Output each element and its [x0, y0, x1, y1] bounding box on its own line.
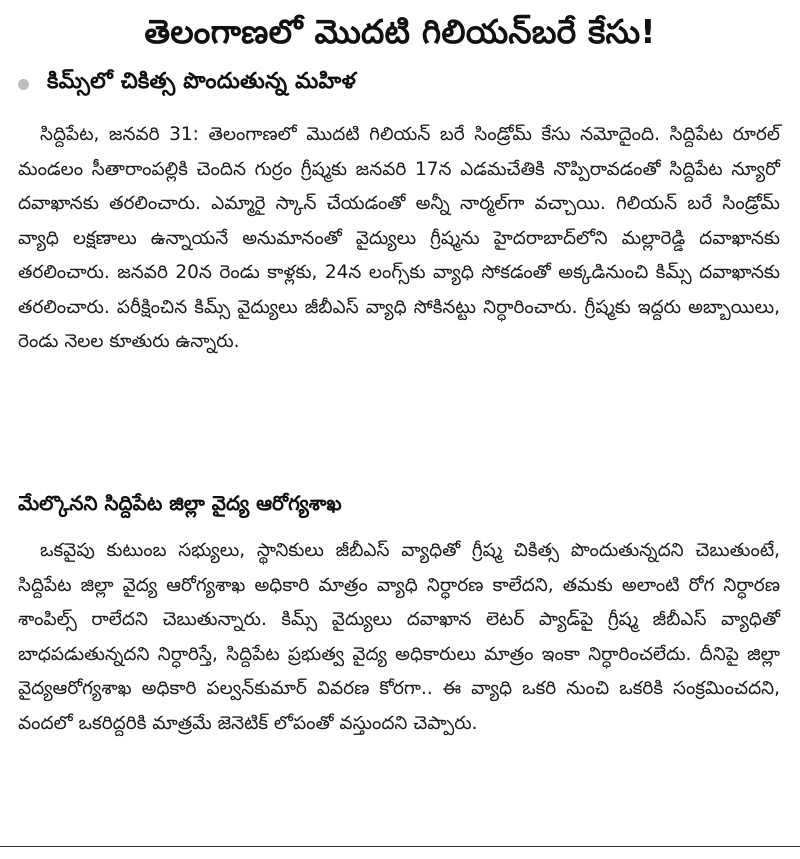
article-headline: తెలంగాణలో మొదటి గిలియన్‌బరే కేసు! [144, 12, 656, 51]
article-subheadline [18, 64, 356, 104]
section-heading: మేల్కొనని సిద్దిపేట జిల్లా వైద్య ఆరోగ్యశాఖ [18, 491, 342, 515]
clipped-previous-line [90, 0, 730, 6]
article-paragraph-1: సిద్దిపేట, జనవరి 31: తెలంగాణలో మొదటి గిలియన్ బరే సిండ్రోమ్ కేసు నమోదైంది. సిద్దిపేట రూరల్ మండలం సీతారాంపల్లికి చెందిన గుర్రం గ్రీష్మకు జనవరి 17న ఎడమచేతికి నొప్పిరావడంతో సిద్దిపేట న్యూరో దవాఖానకు తరలించారు. ఎమ్మారై స్కాన్ చేయడంతో అన్నీ నార్మల్‌గా వచ్చాయి. గిలియన్ బరే సిండ్రోమ్ వ్యాధి లక్షణాలు ఉన్నాయనే అనుమానంతో వైద్యులు గ్రీష్మను హైదరాబాద్‌లోని మల్లారెడ్డి దవాఖానకు తరలించారు. జనవరి 20న రెండు కాళ్లకు, 24న లంగ్స్‌కు వ్యాధి సోకడంతో అక్కడినుంచి కిమ్స్ దవాఖానకు తరలించారు. పరీక్షించిన కిమ్స్ వైద్యులు జీబీఎస్ వ్యాధి సోకినట్టు నిర్ధారించారు. గ్రీష్మకు ఇద్దరు అబ్బాయిలు, రెండు నెలల కూతురు ఉన్నారు. [18, 124, 780, 352]
subheadline-text: కిమ్స్‌లో చికిత్స పొందుతున్న మహిళ [47, 69, 357, 94]
article-paragraph-2: ఒకవైపు కుటుంబ సభ్యులు, స్థానికులు జీబీఎస్ వ్యాధితో గ్రీష్మ చికిత్స పొందుతున్నదని చెబుతుంటే, సిద్దిపేట జిల్లా వైద్య ఆరోగ్యశాఖ అధికారి మాత్రం వ్యాధి నిర్ధారణ కాలేదని, తమకు అలాంటి రోగ నిర్ధారణ శాంపిల్స్ రాలేదని చెబుతున్నారు. కిమ్స్ వైద్యులు దవాఖాన లెటర్ ప్యాడ్‌పై గ్రీష్మ జీబీఎస్ వ్యాధితో బాధపడుతున్నదని నిర్ధారిస్తే, సిద్దిపేట ప్రభుత్వ వైద్య అధికారులు మాత్రం ఇంకా నిర్ధారించలేదు. దీనిపై జిల్లా వైద్యఆరోగ్యశాఖ అధికారి పల్వన్‌కుమార్ వివరణ కోరగా.. ఈ వ్యాధి ఒకరి నుంచి ఒకరికి సంక్రమించదని, వందలో ఒకరిద్దరికి మాత్రమే జెనెటిక్ లోపంతో వస్తుందని చెప్పారు. [18, 540, 780, 734]
clipped-text-fragment [90, 0, 730, 6]
bullet-icon [18, 79, 29, 90]
bottom-divider [0, 846, 800, 847]
